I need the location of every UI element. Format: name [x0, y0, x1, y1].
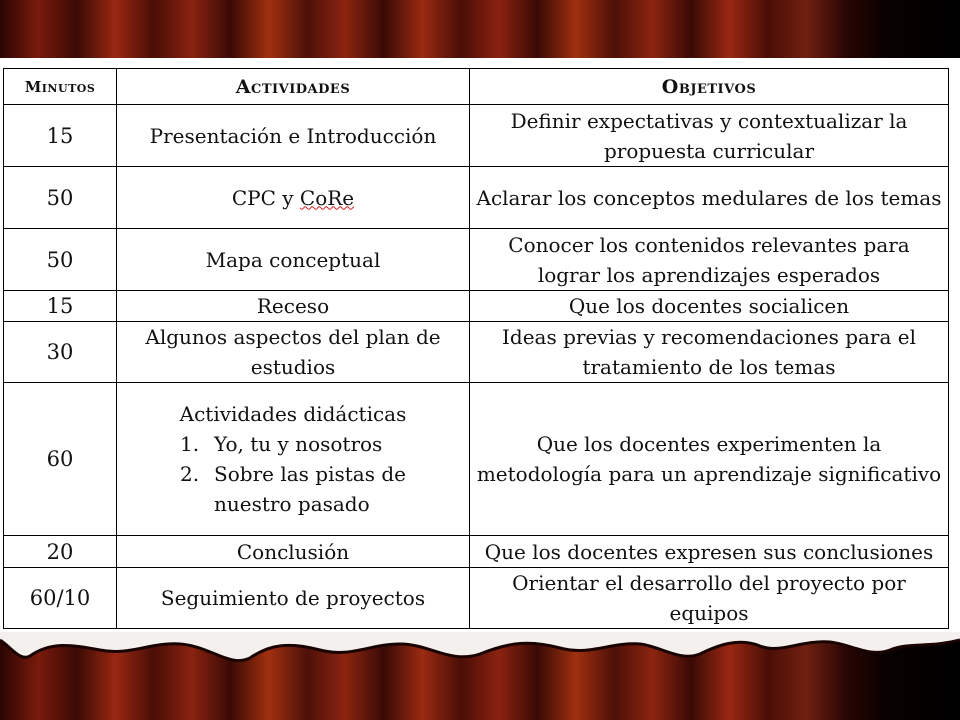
minutes-cell: 60: [4, 383, 117, 536]
activity-cell: Receso: [117, 291, 470, 322]
activity-cell: [117, 383, 470, 536]
table-row: [4, 568, 949, 629]
activity-heading: Actividades didácticas: [179, 402, 407, 426]
table-row: [4, 167, 949, 229]
table-row: [4, 322, 949, 383]
minutes-cell: 20: [4, 536, 117, 568]
minutes-cell: 15: [4, 291, 117, 322]
activity-cell: Conclusión: [117, 536, 470, 568]
activity-cell: Mapa conceptual: [117, 229, 470, 291]
minutes-cell: 50: [4, 167, 117, 229]
activity-cell: Algunos aspectos del plan de estudios: [117, 322, 470, 383]
table-row: [4, 105, 949, 167]
header-activities: Actividades: [117, 69, 470, 105]
spellcheck-flagged-word: CoRe: [299, 185, 355, 210]
minutes-cell: 30: [4, 322, 117, 383]
header-objectives: Objetivos: [470, 69, 949, 105]
objective-cell: Conocer los contenidos relevantes para lograr los aprendizajes esperados: [470, 229, 949, 291]
objective-cell: Orientar el desarrollo del proyecto por equipos: [470, 568, 949, 629]
activity-text: CPC y: [231, 185, 300, 210]
minutes-cell: 50: [4, 229, 117, 291]
objective-cell: Aclarar los conceptos medulares de los temas: [470, 167, 949, 229]
header-minutes: Minutos: [4, 69, 117, 105]
objective-cell: Que los docentes experimenten la metodología para un aprendizaje significativo: [470, 383, 949, 536]
list-item: 1. Yo, tu y nosotros: [180, 432, 383, 456]
minutes-cell: 15: [4, 105, 117, 167]
curtain-bottom-decoration: [0, 632, 960, 720]
header-row: [4, 69, 949, 105]
objective-cell: Definir expectativas y contextualizar la propuesta curricular: [470, 105, 949, 167]
activity-cell: [117, 167, 470, 229]
objective-cell: Ideas previas y recomendaciones para el tratamiento de los temas: [470, 322, 949, 383]
schedule-table: [3, 68, 949, 629]
objective-cell: Que los docentes socialicen: [470, 291, 949, 322]
curtain-top-decoration: [0, 0, 960, 58]
list-item: 2. Sobre las pistas de nuestro pasado: [180, 462, 406, 516]
minutes-cell: 60/10: [4, 568, 117, 629]
table-row: [4, 229, 949, 291]
table-row: [4, 291, 949, 322]
objective-cell: Que los docentes expresen sus conclusiones: [470, 536, 949, 568]
table-row: [4, 383, 949, 536]
slide-area: [0, 58, 960, 632]
curtain-fringe-icon: [0, 632, 960, 720]
activity-cell: Presentación e Introducción: [117, 105, 470, 167]
activity-cell: Seguimiento de proyectos: [117, 568, 470, 629]
activity-list: [180, 429, 406, 519]
table-row: [4, 536, 949, 568]
